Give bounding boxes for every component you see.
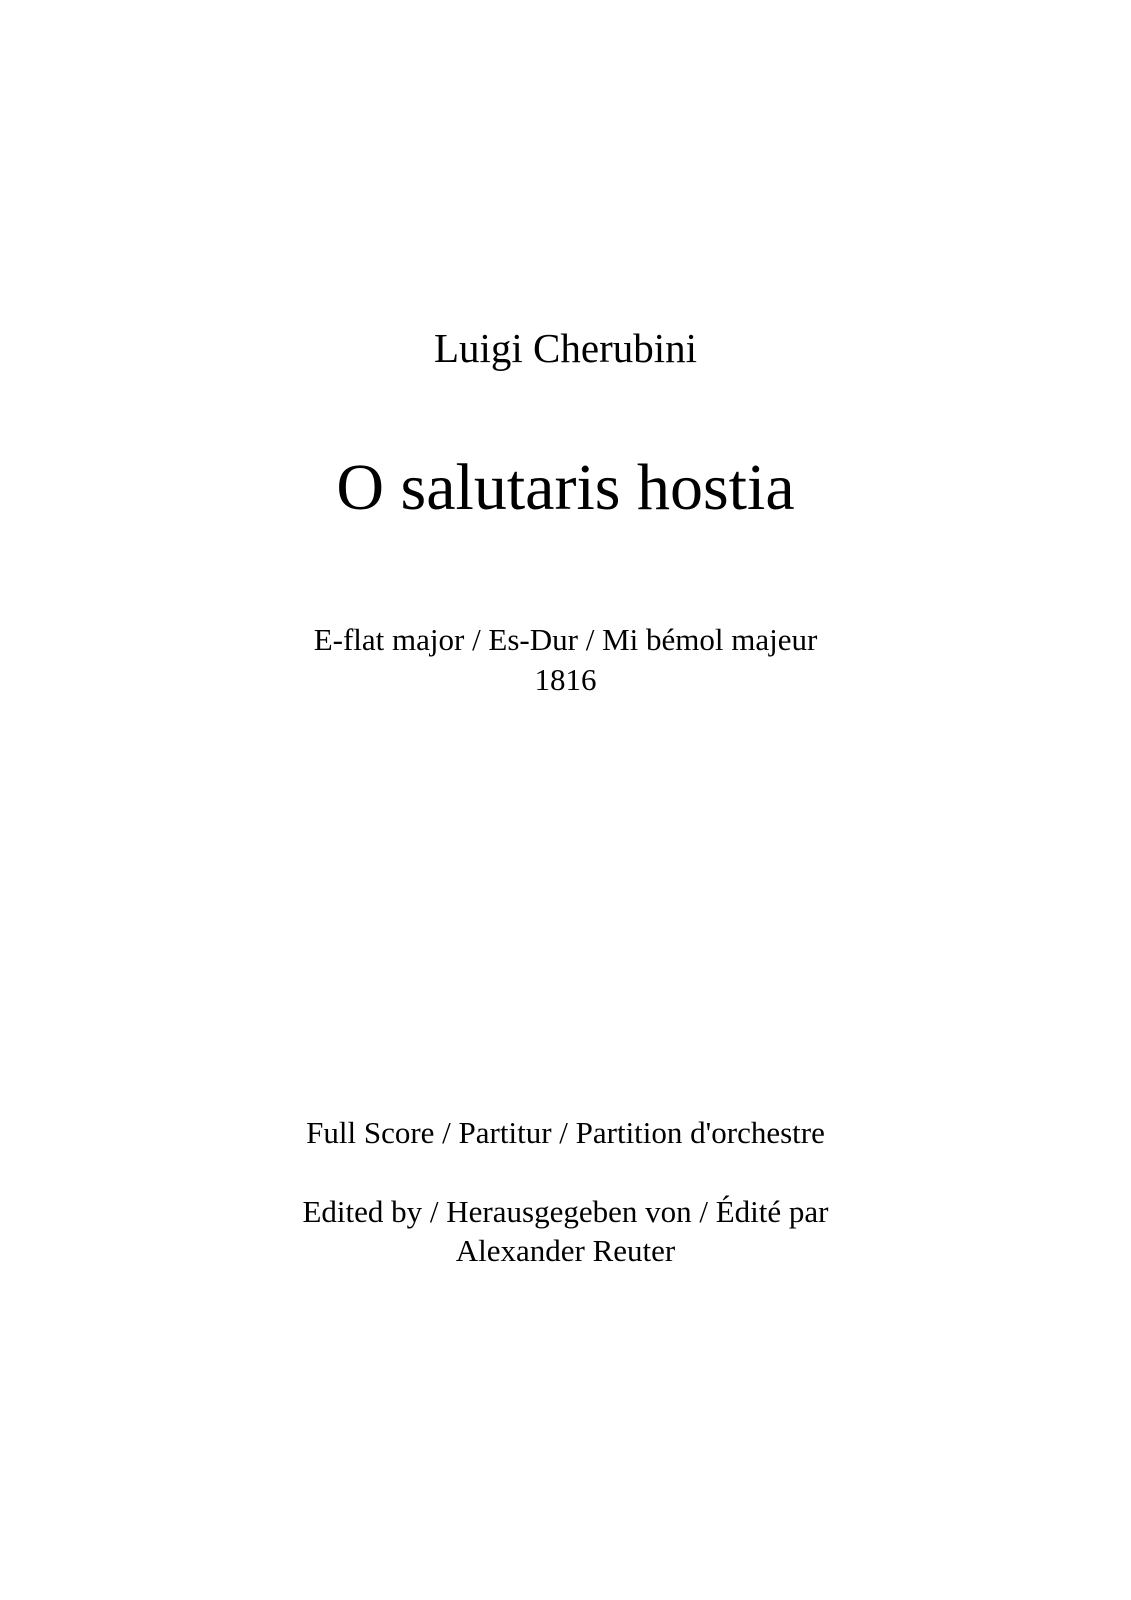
editor-name: Alexander Reuter <box>455 1233 676 1268</box>
composition-year: 1816 <box>534 662 597 697</box>
work-title: O salutaris hostia <box>336 451 795 524</box>
composer-name: Luigi Cherubini <box>433 325 698 371</box>
score-type: Full Score / Partitur / Partition d'orchestre <box>306 1115 825 1150</box>
edited-by-label: Edited by / Herausgegeben von / Édité par <box>302 1194 829 1229</box>
key-signature: E-flat major / Es-Dur / Mi bémol majeur <box>313 622 818 657</box>
